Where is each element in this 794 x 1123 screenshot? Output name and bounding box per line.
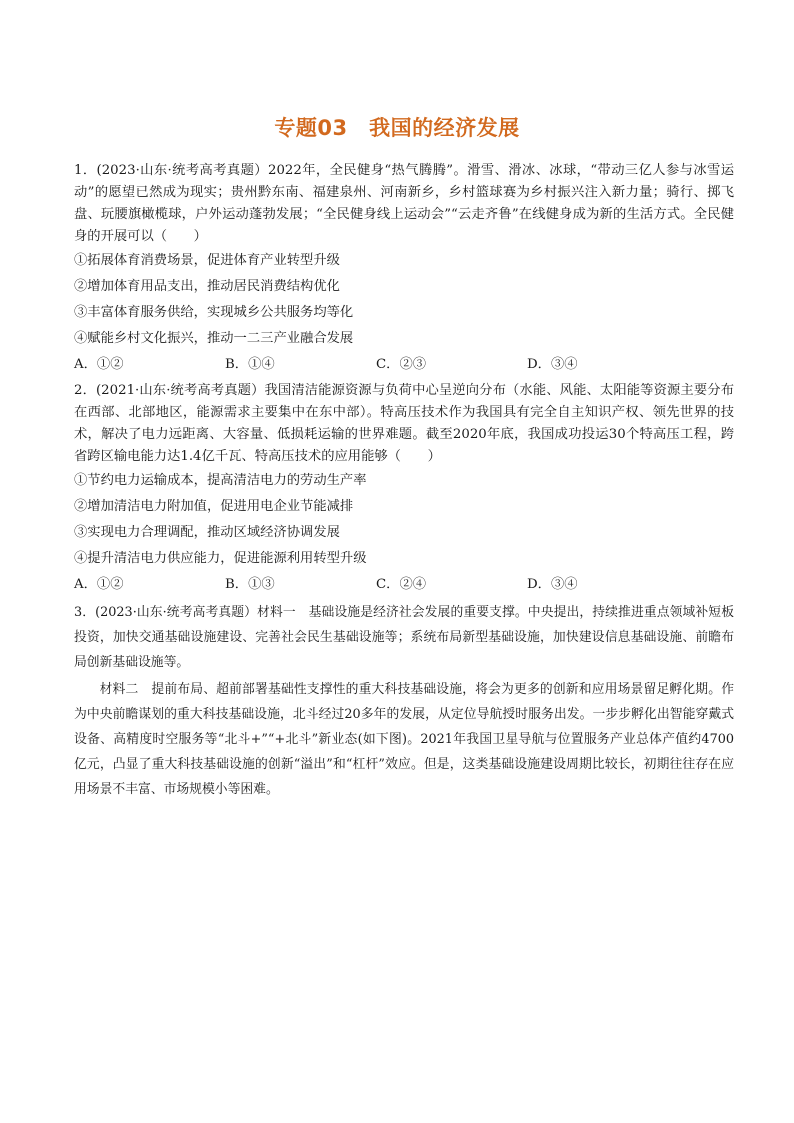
choice-c: C．②③ <box>376 357 427 372</box>
question-2-option-4: ④提升清洁电力供应能力，促进能源利用转型升级 <box>74 551 367 566</box>
choice-c: C．②④ <box>376 577 427 592</box>
question-2-stem: 2．(2021·山东·统考高考真题）我国清洁能源资源与负荷中心呈逆向分布（水能、风能、太阳能等资源主要分布在西部、北部地区，能源需求主要集中在东中部）。特高压技术作为我国具有完全自主知识产权、领先世界的技术，解决了电力远距离、大容量、低损耗运输的世界难题。截至2020年底，我国成功投运30个特高压工程，跨省跨区输电能力达1.4亿千瓦、特高压技术的应用能够（ ） <box>74 383 734 464</box>
question-2-option-1: ①节约电力运输成本，提高清洁电力的劳动生产率 <box>74 473 367 488</box>
question-list <box>74 160 734 802</box>
question-1 <box>74 160 734 378</box>
choice-a: A．①② <box>74 577 124 592</box>
question-3-stem: 3．(2023·山东·统考高考真题）材料一 基础设施是经济社会发展的重要支撑。中央提出，持续推进重点领域补短板投资，加快交通基础设施建设、完善社会民生基础设施等；系统布局新型基础设施，加快建设信息基础设施、前瞻布局创新基础设施等。 <box>74 605 734 670</box>
question-1-option-3: ③丰富体育服务供给，实现城乡公共服务均等化 <box>74 305 354 320</box>
question-2-option-2: ②增加清洁电力附加值，促进用电企业节能减排 <box>74 499 354 514</box>
choice-a: A．①② <box>74 357 124 372</box>
question-1-option-1: ①拓展体育消费场景，促进体育产业转型升级 <box>74 253 340 268</box>
question-3-material-2: 材料二 提前布局、超前部署基础性支撑性的重大科技基础设施，将会为更多的创新和应用场景留足孵化期。作为中央前瞻谋划的重大科技基础设施，北斗经过20多年的发展，从定位导航授时服务出发。一步步孵化出智能穿戴式设备、高精度时空服务等“北斗+”“+北斗”新业态(如下图)。2021年我国卫星导航与位置服务产业总体产值约4700亿元，凸显了重大科技基础设施的创新“溢出”和“杠杆”效应。但是，这类基础设施建设周期比较长，初期往往存在应用场景不丰富、市场规模小等困难。 <box>74 682 734 797</box>
choice-b: B．①④ <box>225 357 275 372</box>
choice-d: D．③④ <box>527 357 578 372</box>
question-1-choices <box>74 352 734 378</box>
question-3 <box>74 600 734 802</box>
question-1-stem: 1．(2023·山东·统考高考真题）2022年，全民健身“热气腾腾”。滑雪、滑冰、冰球，“带动三亿人参与冰雪运动”的愿望已然成为现实；贵州黔东南、福建泉州、河南新乡，乡村篮球赛为乡村振兴注入新力量；骑行、掷飞盘、玩腰旗橄榄球，户外运动蓬勃发展；“全民健身线上运动会”“云走齐鲁”在线健身成为新的生活方式。全民健身的开展可以（ ） <box>74 163 734 244</box>
page-title: 专题03 我国的经济发展 <box>274 116 520 140</box>
choice-d: D．③④ <box>527 577 578 592</box>
question-1-option-2: ②增加体育用品支出，推动居民消费结构优化 <box>74 279 340 294</box>
question-1-option-4: ④赋能乡村文化振兴，推动一二三产业融合发展 <box>74 331 354 346</box>
question-2-choices <box>74 572 734 598</box>
choice-b: B．①③ <box>225 577 275 592</box>
question-2 <box>74 380 734 598</box>
question-2-option-3: ③实现电力合理调配，推动区域经济协调发展 <box>74 525 340 540</box>
